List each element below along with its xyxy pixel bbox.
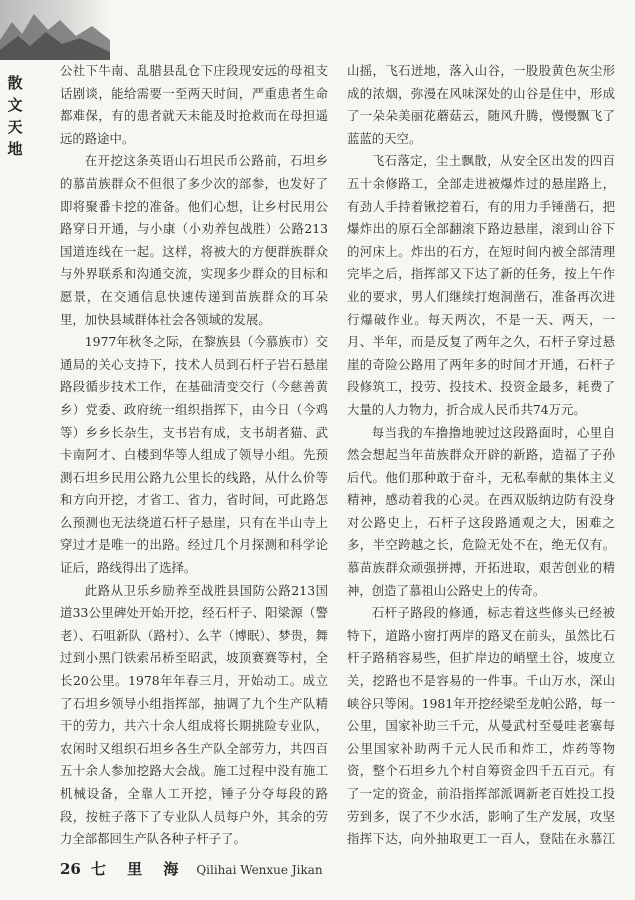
header-decoration-icon bbox=[0, 0, 110, 60]
magazine-title: 七 里 海 bbox=[90, 860, 187, 878]
paragraph: 公社下牛南、乱腊县乱仓下庄段现安远的母祖支话剧谈，能给需要一至两天时间，严重患者生命都难保，有的患者就天未能及时抢救而在母担遥远的路途中。 bbox=[60, 63, 328, 146]
section-label-char: 文 bbox=[7, 96, 23, 114]
left-column bbox=[60, 60, 328, 850]
paragraph: 飞石落定，尘土飘散，从安全区出发的四百五十余修路工，全部走进被爆炸过的悬崖路上，有劲人手持着锹挖着石，有的用力手锤凿石，把爆炸出的原石全部翻滚下路边悬崖，滚到山谷下的河床上。炸出的石方，在短时间内被全部清理完毕之后，指挥部又下达了新的任务，按上午作业的要求，男人们继续打炮洞凿石，准备再次进行爆破作业。每天两次，不是一天、两天，一月、半年，而是反复了两年之久，石杆子穿过悬崖的奇险公路用了两年多的时间才开通，石杆子段修筑工，投劳、投技术、投资金最多，耗费了大量的人力物力，折合成人民币共74万元。 bbox=[347, 153, 615, 417]
section-label-char: 地 bbox=[7, 140, 23, 158]
section-label bbox=[6, 72, 24, 160]
paragraph: 1977年秋冬之际，在黎族县（今慕族市）交通局的关心支持下，技术人员到石杆子岩石悬崖路段循步技术工作，在基础清变交行（今慈善黄乡）党委、政府统一组织指挥下，由今日（今鸡等）乡乡长杂生，支书岩有成，支书胡者猫、武卡南阿才、白楼到华等人组成了领导小组。先预测石坦乡民用公路九公里长的线路，从什么价等和方向开挖，才省工、省力，省时间，可此路怎么预测也无法绕道石杆子悬崖，只有在半山寺上穿过才是唯一的出路。经过几个月探测和科学论证后，路线得出了选择。 bbox=[60, 334, 328, 576]
page-number: 26 bbox=[60, 860, 81, 878]
right-column bbox=[347, 60, 615, 850]
article-body bbox=[60, 60, 615, 850]
paragraph: 石杆子路段的修通，标志着这些修头已经被特下，道路小窗打两岸的路叉在前头，虽然比石杆子路稍容易些，但扩岸边的峭壁土谷，坡度立关，挖路也不是容易的一件事。千山万水，深山峡谷只等闲。1981年开挖经梁至龙帕公路，每一公里，国家补助三千元，从曼武村至曼哇老寨每公里国家补助两千元人民币和炸工，炸药等物资，整个石坦乡九个村自筹资金四千五百元。有了一定的资金，前沿指挥部派调新老百姓投工投劳到多，误了不少水活，影响了生产发展，攻坚指挥下达，向外抽取更工一百人，登陆在永慕江 bbox=[347, 605, 615, 847]
paragraph: 每当我的车撸撸地驶过这段路面时，心里自然会想起当年苗族群众开辟的新路，造福了子孙后代。他们那种敢于奋斗，无私奉献的集体主义精神，感动着我的心灵。在西双版纳边防有没身对公路史上，石杆子这段路通观之大，困难之多，半空跨越之长，危险无处不在，绝无仅有。慕苗族群众顽强拼搏，开拓进取，艰苦创业的精神，创造了慕祖山公路史上的传奇。 bbox=[347, 424, 615, 598]
section-label-char: 天 bbox=[7, 118, 23, 136]
magazine-title-en: Qilihai Wenxue Jikan bbox=[196, 863, 323, 877]
paragraph: 在开挖这条英语山石坦民币公路前，石坦乡的慕苗族群众不但很了多少次的部参，也发好了即将聚番卡挖的准备。他们心想，让乡村民用公路穿日开通，与小康（小劝养包战胜）公路213国道连线在一起。这样，将被大的方便群族群众与外界联系和沟通交流，实现多少群众的目标和愿景，在交通信息快速传递到苗族群众的耳朵里，加快县域群体社会各领域的发展。 bbox=[60, 153, 328, 327]
paragraph: 此路从卫乐乡励养至战胜县国防公路213国道33公里碑处开始开挖，经石杆子、阳梁源（警老）、石咀新队（路村）、么芊（博眠）、梦贵，舞过到小黑门铁索吊桥至昭武，坡顶赛赛等村，全长20公里。1978年年春三月，开始动工。成立了石坦乡领导小组指挥部，抽调了九个生产队精干的劳力，共六十余人组成将长期挑险专业队，农闲时又组织石坦乡各生产队全部劳力，共四百五十余人参加挖路大会战。施工过程中没有施工机械设备，全靠人工开挖，锤子分夺每段的路段，按桩子落下了专业队人员每户外，其余的劳力全部都回生产队各种子杆子了。 bbox=[60, 582, 328, 847]
section-label-char: 散 bbox=[7, 74, 23, 92]
page-footer bbox=[60, 858, 600, 878]
paragraph: 山摇，飞石迸地，落入山谷，一股股黄色灰尘形成的浓烟，弥漫在风味深处的山谷是住中，形成了一朵朵美丽花蘑菇云，随风升腾，慢慢飘飞了蓝蓝的天空。 bbox=[347, 63, 615, 146]
